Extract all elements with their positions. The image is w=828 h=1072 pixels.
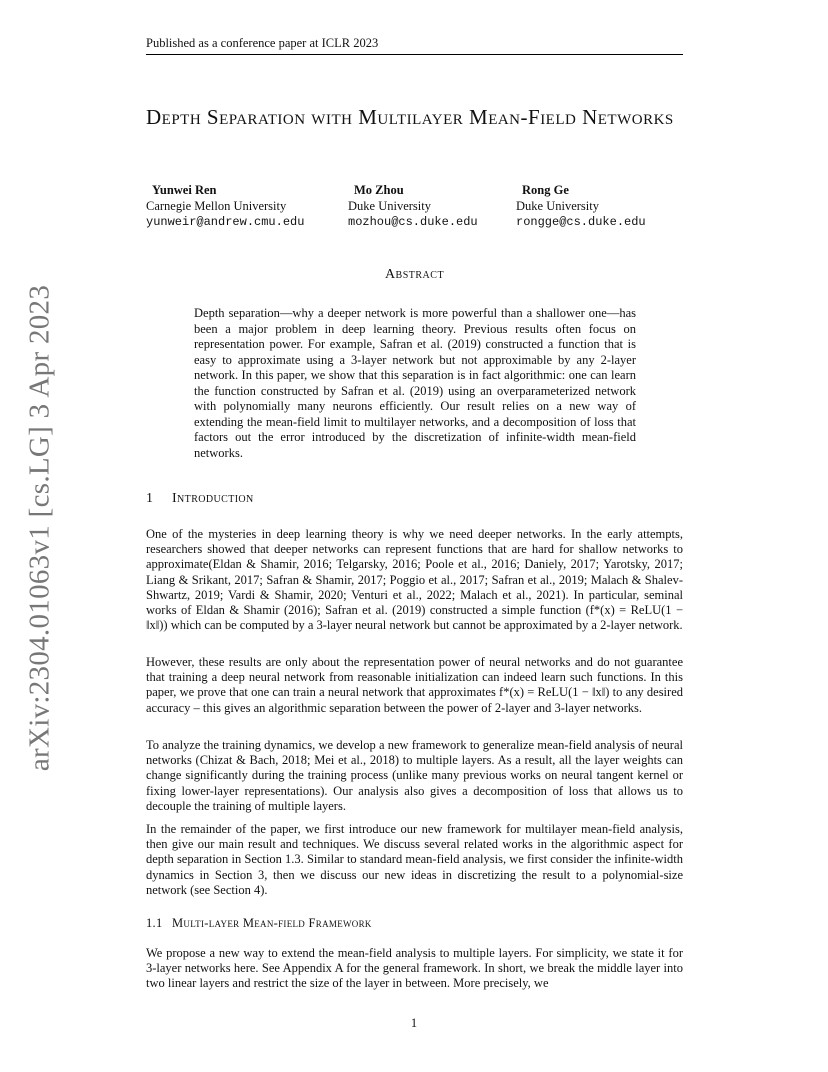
page-number: 1 xyxy=(410,1016,418,1030)
author-block xyxy=(146,182,304,230)
author-email[interactable]: mozhou@cs.duke.edu xyxy=(348,215,478,229)
author-affiliation: Duke University xyxy=(516,199,599,213)
subsection-paragraph: We propose a new way to extend the mean-field analysis to multiple layers. For simplicity, we state it for 3-layer networks here. See Appendix A for the general framework. In short, we break the middle layer into two linear layers and restrict the size of the layer in between. More precisely, we xyxy=(146,946,683,991)
running-head: Published as a conference paper at ICLR 2023 xyxy=(146,36,379,50)
section-title: Introduction xyxy=(172,491,254,506)
author-affiliation: Carnegie Mellon University xyxy=(146,199,287,213)
paper-title: Depth Separation with Multilayer Mean-Field Networks xyxy=(146,105,674,129)
arxiv-id: arXiv:2304.01063v1 [cs.LG] 3 Apr 2023 xyxy=(23,284,56,771)
author-email[interactable]: yunweir@andrew.cmu.edu xyxy=(146,215,305,229)
author-email[interactable]: rongge@cs.duke.edu xyxy=(516,215,646,229)
abstract-text: Depth separation—why a deeper network is more powerful than a shallower one—has been a major problem in deep learning theory. Previous results often focus on representation power. For example, Safran et al. (2019) constructed a function that is easy to approximate using a 3-layer network but not approximable by any 2-layer network. In this paper, we show that this separation is in fact algorithmic: one can learn the function constructed by Safran et al. (2019) using an overparameterized network with polynomially many neurons efficiently. Our result relies on a new way of extending the mean-field limit to multilayer networks, and a decomposition of loss that factors out the error introduced by the discretization of infinite-width mean-field networks. xyxy=(194,306,636,460)
intro-paragraph: To analyze the training dynamics, we develop a new framework to generalize mean-field analysis of neural networks (Chizat & Bach, 2018; Mei et al., 2018) to multiple layers. As a result, all the layer weights can change significantly during the training process (unlike many previous works on neural tangent kernel or fixing lower-layer representations). Our analysis also gives a decomposition of loss that allows us to decouple the training of multiple layers. xyxy=(146,738,683,813)
subsection-title: Multi-layer Mean-field Framework xyxy=(172,916,372,930)
author-name: Yunwei Ren xyxy=(152,183,217,197)
intro-paragraph: In the remainder of the paper, we first introduce our new framework for multilayer mean-field analysis, then give our main result and techniques. We discuss several related works in the algorithmic aspect for depth separation in Section 1.3. Similar to standard mean-field analysis, we first consider the infinite-width dynamics in Section 3, then we discuss our new ideas in discretizing the result to a polynomial-size network (see Section 4). xyxy=(146,822,683,897)
arxiv-stamp xyxy=(20,284,60,771)
subsection-number: 1.1 xyxy=(146,916,163,930)
header-rule xyxy=(146,54,683,55)
intro-paragraph: However, these results are only about the representation power of neural networks and do not guarantee that training a deep neural network from reasonable initialization can indeed learn such functions. In this paper, we prove that one can train a neural network that approximates f*(x) = ReLU(1 − ‖x‖) to any desired accuracy – this gives an algorithmic separation between the power of 2-layer and 3-layer networks. xyxy=(146,655,683,715)
subsection-heading xyxy=(146,916,372,931)
author-block xyxy=(348,182,478,230)
author-affiliation: Duke University xyxy=(348,199,431,213)
author-block xyxy=(516,182,646,230)
author-name: Mo Zhou xyxy=(354,183,404,197)
intro-paragraph: One of the mysteries in deep learning theory is why we need deeper networks. In the early attempts, researchers showed that deeper networks can represent functions that are hard for shallow networks to approximate(Eldan & Shamir, 2016; Telgarsky, 2016; Poole et al., 2016; Daniely, 2017; Yarotsky, 2017; Liang & Srikant, 2017; Safran & Shamir, 2017; Poggio et al., 2017; Safran et al., 2019; Malach & Shalev-Shwartz, 2019; Vardi & Shamir, 2020; Venturi et al., 2022; Malach et al., 2021). In particular, seminal works of Eldan & Shamir (2016); Safran et al. (2019) constructed a simple function (f*(x) = ReLU(1 − ‖x‖)) which can be computed by a 3-layer neural network but cannot be approximated by a 2-layer network. xyxy=(146,527,683,633)
abstract-heading: Abstract xyxy=(384,267,445,282)
section-heading xyxy=(146,491,254,507)
author-name: Rong Ge xyxy=(522,183,569,197)
section-number: 1 xyxy=(146,491,154,506)
